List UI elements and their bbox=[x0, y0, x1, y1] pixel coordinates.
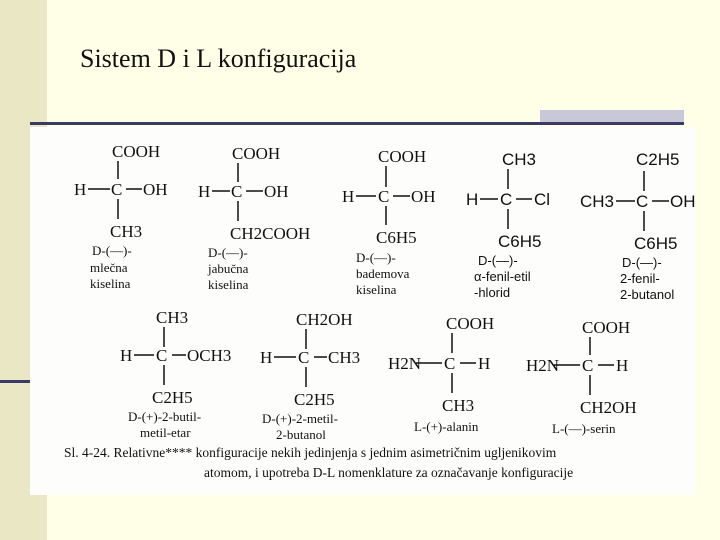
molecule-serin bbox=[526, 318, 637, 436]
molecule-fenil-etil-hlorid bbox=[466, 150, 550, 300]
name-line-1: D-(—)- bbox=[92, 243, 132, 258]
center-atom: C bbox=[378, 187, 390, 206]
name-line-3: kiselina bbox=[90, 276, 131, 291]
bottom-group: CH3 bbox=[110, 222, 143, 241]
bottom-group: C2H5 bbox=[152, 388, 193, 407]
center-atom: C bbox=[111, 180, 123, 199]
name-line-1: D-(—)- bbox=[208, 245, 248, 260]
right-group: OH bbox=[264, 182, 289, 201]
top-group: CH3 bbox=[502, 150, 537, 169]
top-group: COOH bbox=[378, 147, 427, 166]
left-group: H bbox=[342, 187, 355, 206]
bottom-group: C2H5 bbox=[294, 390, 335, 409]
left-group: H bbox=[466, 190, 479, 209]
name-line-1: D-(—)- bbox=[622, 255, 662, 270]
name-line-2: bademova bbox=[356, 266, 410, 281]
molecule-fenil-butanol bbox=[580, 150, 695, 302]
name-line-1: L-(+)-alanin bbox=[414, 419, 479, 434]
right-group: CH3 bbox=[328, 348, 361, 367]
top-group: COOH bbox=[112, 142, 161, 161]
center-atom: C bbox=[298, 348, 310, 367]
left-group: CH3 bbox=[580, 192, 615, 211]
figure-caption-line-2: atomom, i upotreba D-L nomenklature za označavanje konfiguracije bbox=[204, 465, 574, 480]
name-line-3: kiselina bbox=[208, 277, 249, 292]
bottom-group: CH2COOH bbox=[230, 224, 311, 243]
bottom-group: C6H5 bbox=[634, 234, 678, 253]
right-group: OH bbox=[411, 187, 436, 206]
name-line-1: D-(+)-2-butil- bbox=[128, 409, 202, 424]
top-group: C2H5 bbox=[636, 150, 680, 169]
name-line-2: jabučna bbox=[208, 261, 249, 276]
bottom-group: C6H5 bbox=[376, 228, 417, 247]
scanned-figure bbox=[30, 127, 695, 495]
fischer-projections bbox=[30, 127, 695, 495]
left-group: H2N bbox=[526, 356, 560, 375]
center-atom: C bbox=[444, 354, 456, 373]
center-atom: C bbox=[636, 192, 649, 211]
molecule-bademova-kiselina bbox=[342, 147, 436, 297]
bottom-group: CH2OH bbox=[580, 398, 637, 417]
name-line-1: D-(+)-2-metil- bbox=[262, 411, 338, 426]
molecule-metil-butanol bbox=[260, 310, 360, 442]
bottom-group: CH3 bbox=[442, 396, 475, 415]
name-line-2: metil-etar bbox=[140, 425, 191, 440]
top-group: COOH bbox=[582, 318, 631, 337]
top-group: COOH bbox=[232, 144, 281, 163]
name-line-1: D-(—)- bbox=[356, 250, 396, 265]
top-group: CH3 bbox=[156, 308, 189, 327]
left-group: H bbox=[74, 180, 87, 199]
name-line-1: D-(—)- bbox=[478, 253, 518, 268]
center-atom: C bbox=[156, 346, 168, 365]
right-group: OCH3 bbox=[187, 346, 232, 365]
name-line-2: α-fenil-etil bbox=[474, 269, 531, 284]
name-line-3: kiselina bbox=[356, 282, 397, 297]
center-atom: C bbox=[231, 182, 243, 201]
left-group: H bbox=[198, 182, 211, 201]
molecule-butil-metil-etar bbox=[120, 308, 231, 440]
title-divider bbox=[30, 122, 684, 125]
name-line-2: mlečna bbox=[90, 260, 128, 275]
bottom-group: C6H5 bbox=[498, 232, 542, 251]
molecule-alanin bbox=[388, 314, 494, 434]
top-group: CH2OH bbox=[296, 310, 353, 329]
center-atom: C bbox=[582, 356, 594, 375]
name-line-3: 2-butanol bbox=[620, 287, 675, 302]
left-group: H bbox=[120, 346, 133, 365]
right-group: OH bbox=[670, 192, 695, 211]
slide-title: Sistem D i L konfiguracija bbox=[80, 44, 357, 73]
right-group: Cl bbox=[534, 190, 551, 209]
right-group: H bbox=[478, 354, 491, 373]
center-atom: C bbox=[500, 190, 513, 209]
top-group: COOH bbox=[446, 314, 495, 333]
right-group: OH bbox=[143, 180, 168, 199]
name-line-2: 2-butanol bbox=[276, 427, 326, 442]
name-line-3: -hlorid bbox=[474, 285, 511, 300]
left-group: H2N bbox=[388, 354, 422, 373]
name-line-2: 2-fenil- bbox=[620, 271, 660, 286]
molecule-mlecna-kiselina bbox=[74, 142, 168, 291]
left-group: H bbox=[260, 348, 273, 367]
sidebar-divider bbox=[0, 380, 30, 383]
right-group: H bbox=[616, 356, 629, 375]
figure-caption-line-1: Sl. 4-24. Relativne**** konfiguracije nekih jedinjenja s jednim asimetričnim ugljenikovim bbox=[64, 445, 557, 460]
name-line-1: L-(—)-serin bbox=[552, 421, 616, 436]
molecule-jabucna-kiselina bbox=[198, 144, 310, 292]
